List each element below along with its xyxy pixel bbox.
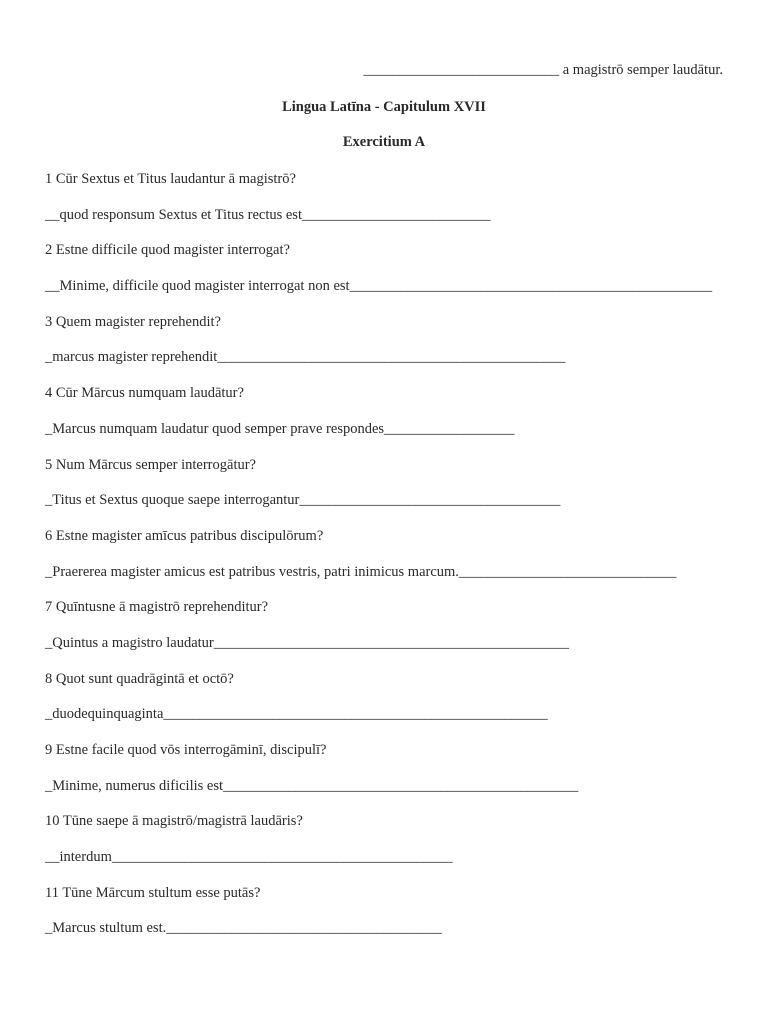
answer-2: __Minime, difficile quod magister interrogat non est__________________________________________________: [45, 278, 713, 295]
answer-7: _Quintus a magistro laudatur_________________________________________________: [45, 634, 569, 651]
header-blank-line: ___________________________ a magistrō semper laudātur.: [363, 62, 723, 78]
question-6: 6 Estne magister amīcus patribus discipulōrum?: [45, 527, 324, 544]
question-3: 3 Quem magister reprehendit?: [45, 313, 221, 330]
question-1: 1 Cūr Sextus et Titus laudantur ā magistrō?: [45, 171, 296, 187]
answer-6: _Praererea magister amicus est patribus vestris, patri inimicus marcum.______________________________: [45, 563, 677, 580]
answer-10: __interdum_______________________________________________: [45, 849, 453, 866]
question-4: 4 Cūr Mārcus numquam laudātur?: [45, 385, 244, 402]
answer-3: _marcus magister reprehendit________________________________________________: [45, 349, 566, 366]
question-5: 5 Num Mārcus semper interrogātur?: [45, 456, 256, 473]
answer-1: __quod responsum Sextus et Titus rectus est__________________________: [45, 206, 491, 223]
answer-9: _Minime, numerus dificilis est_________________________________________________: [45, 777, 579, 794]
document-title: Lingua Latīna - Capitulum XVII: [282, 99, 486, 115]
answer-4: _Marcus numquam laudatur quod semper prave respondes__________________: [45, 420, 515, 437]
answer-11: _Marcus stultum est.______________________________________: [45, 920, 442, 937]
answer-8: _duodequinquaginta_____________________________________________________: [45, 706, 548, 723]
question-7: 7 Quīntusne ā magistrō reprehenditur?: [45, 599, 269, 616]
question-10: 10 Tūne saepe ā magistrō/magistrā laudāris?: [45, 813, 303, 830]
question-9: 9 Estne facile quod vōs interrogāminī, discipulī?: [45, 742, 327, 758]
question-answer-list: [45, 170, 745, 955]
answer-5: _Titus et Sextus quoque saepe interrogantur____________________________________: [45, 492, 561, 509]
question-8: 8 Quot sunt quadrāgintā et octō?: [45, 670, 234, 687]
exercise-title: Exercitium A: [342, 134, 426, 150]
question-11: 11 Tūne Mārcum stultum esse putās?: [45, 884, 261, 901]
question-2: 2 Estne difficile quod magister interrogat?: [45, 242, 290, 259]
